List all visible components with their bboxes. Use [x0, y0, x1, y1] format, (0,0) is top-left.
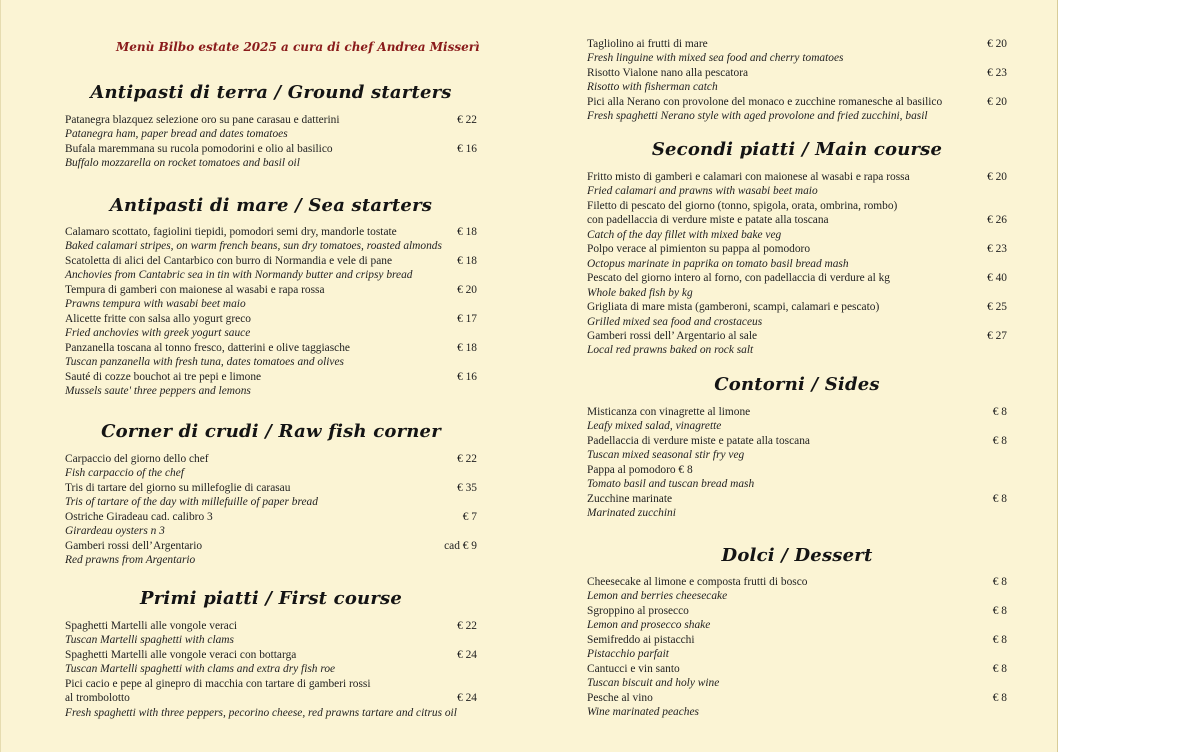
dish-translation-row — [65, 297, 477, 311]
dish-name: Cheesecake al limone e composta frutti di bosco — [587, 576, 808, 588]
dish-name: Bufala maremmana su rucola pomodorini e olio al basilico — [65, 142, 333, 155]
section-title-sides: Contorni / Sides — [714, 374, 880, 395]
dish-translation-row — [587, 618, 1007, 632]
dish-row — [65, 539, 477, 553]
dish-price: € 23 — [987, 66, 1007, 79]
dish-name: Pappa al pomodoro € 8 — [587, 463, 693, 476]
dish-translation-row — [587, 184, 1007, 198]
dish-name: Grigliata di mare mista (gamberoni, scampi, calamari e pescato) — [587, 301, 880, 314]
section-title-raw-fish-corner: Corner di crudi / Raw fish corner — [101, 421, 441, 442]
dish-name: Panzanella toscana al tonno fresco, datterini e olive taggiasche — [65, 341, 350, 354]
dish-english-description: Prawns tempura with wasabi beet maio — [65, 298, 246, 311]
dish-english-description: Tomato basil and tuscan bread mash — [587, 478, 755, 491]
dish-name: Filetto di pescato del giorno (tonno, spigola, orata, ombrina, rombo) — [587, 199, 898, 212]
dish-price: € 24 — [457, 692, 477, 705]
menu-header-title: Menù Bilbo estate 2025 a cura di chef Andrea Misserì — [116, 40, 480, 54]
dish-price: € 18 — [457, 226, 477, 238]
dish-row — [587, 691, 1007, 705]
dish-row — [587, 492, 1007, 506]
dish-row — [65, 254, 477, 268]
dish-price: € 35 — [457, 481, 477, 494]
dish-price: € 40 — [987, 272, 1007, 285]
dish-name: Patanegra blazquez selezione oro su pane carasau e datterini — [65, 114, 340, 126]
dish-row — [587, 300, 1007, 314]
dish-translation-row — [65, 355, 477, 369]
dish-name: Zucchine marinate — [587, 492, 673, 505]
dish-translation-row — [587, 477, 1007, 491]
dish-row — [65, 142, 477, 156]
section-title-ground-starters: Antipasti di terra / Ground starters — [90, 82, 452, 103]
dish-translation-row — [587, 109, 1007, 123]
dish-english-description: Catch of the day fillet with mixed bake veg — [587, 228, 782, 241]
dish-row — [587, 271, 1007, 285]
dish-price: € 18 — [457, 254, 477, 267]
dish-row — [587, 213, 1007, 227]
dish-english-description: Fried anchovies with greek yogurt sauce — [65, 327, 251, 340]
dish-price: cad € 9 — [444, 539, 477, 552]
dish-translation-row — [65, 156, 477, 170]
dish-row — [587, 604, 1007, 618]
dish-english-description: Lemon and berries cheesecake — [587, 590, 728, 603]
dish-name: al trombolotto — [65, 692, 130, 705]
dish-name: Tagliolino ai frutti di mare — [587, 38, 708, 50]
dish-english-description: Fried calamari and prawns with wasabi beet maio — [587, 185, 818, 198]
dish-english-description: Tuscan panzanella with fresh tuna, dates tomatoes and olives — [65, 356, 344, 369]
dish-translation-row — [587, 51, 1007, 65]
dish-price: € 8 — [992, 604, 1007, 617]
dish-row — [587, 95, 1007, 109]
dish-name: Carpaccio del giorno dello chef — [65, 453, 209, 465]
dish-name: Misticanza con vinagrette al limone — [587, 406, 751, 418]
dish-row — [587, 170, 1007, 184]
dish-translation-row — [65, 268, 477, 282]
dish-price: € 18 — [457, 341, 477, 354]
dish-price: € 20 — [987, 38, 1007, 50]
dish-translation-row — [587, 286, 1007, 300]
dish-english-description: Local red prawns baked on rock salt — [587, 344, 754, 357]
dish-row — [65, 312, 477, 326]
dish-translation-row — [587, 506, 1007, 520]
dish-name: Polpo verace al pimienton su pappa al pomodoro — [587, 243, 811, 256]
dish-name: Tris di tartare del giorno su millefoglie di carasau — [65, 481, 291, 494]
dish-name: Cantucci e vin santo — [587, 662, 680, 675]
dish-name: Tempura di gamberi con maionese al wasabi e rapa rossa — [65, 283, 325, 296]
dish-english-description: Lemon and prosecco shake — [587, 619, 711, 632]
dish-name: Semifreddo ai pistacchi — [587, 633, 695, 646]
dish-translation-row — [65, 127, 477, 141]
dish-row — [65, 113, 477, 127]
dish-translation-row — [587, 80, 1007, 94]
dish-english-description: Fish carpaccio of the chef — [65, 467, 184, 480]
dish-name: Gamberi rossi dell’ Argentario al sale — [587, 329, 758, 342]
section-title-main-course: Secondi piatti / Main course — [651, 139, 943, 160]
dish-translation-row — [65, 239, 477, 253]
dish-translation-row — [587, 448, 1007, 462]
dish-english-description: Baked calamari stripes, on warm french beans, sun dry tomatoes, roasted almonds — [65, 240, 442, 253]
dish-row — [65, 510, 477, 524]
dish-price: € 7 — [462, 510, 477, 523]
dish-price: € 20 — [987, 95, 1007, 108]
dish-translation-row — [587, 705, 1007, 719]
dish-english-description: Patanegra ham, paper bread and dates tomatoes — [65, 128, 288, 141]
dish-translation-row — [65, 662, 477, 676]
dish-name: Pesche al vino — [587, 691, 653, 704]
dish-name: Risotto Vialone nano alla pescatora — [587, 66, 749, 79]
dish-price: € 20 — [457, 283, 477, 296]
dish-row — [587, 329, 1007, 343]
dish-price: € 8 — [992, 662, 1007, 675]
dish-translation-row — [65, 553, 477, 567]
dish-english-description: Marinated zucchini — [587, 507, 676, 520]
dish-name: Alicette fritte con salsa allo yogurt greco — [65, 312, 251, 325]
dish-name: Sgroppino al prosecco — [587, 604, 689, 617]
dish-row — [587, 37, 1007, 51]
dish-english-description: Wine marinated peaches — [587, 706, 699, 719]
dish-translation-row — [587, 228, 1007, 242]
dish-price: € 27 — [987, 329, 1007, 342]
dish-row — [65, 283, 477, 297]
dish-english-description: Fresh linguine with mixed sea food and cherry tomatoes — [587, 52, 844, 65]
dish-english-description: Tuscan biscuit and holy wine — [587, 677, 720, 690]
dish-english-description: Fresh spaghetti with three peppers, pecorino cheese, red prawns tartare and citrus oil — [65, 706, 457, 719]
dish-row — [587, 66, 1007, 80]
dish-translation-row — [65, 706, 477, 720]
dish-english-description: Tuscan mixed seasonal stir fry veg — [587, 449, 745, 462]
dish-row — [65, 341, 477, 355]
dish-price: € 8 — [992, 492, 1007, 505]
dish-english-description: Tris of tartare of the day with millefuille of paper bread — [65, 496, 318, 509]
dish-name: Pescato del giorno intero al forno, con padellaccia di verdure al kg — [587, 272, 891, 285]
dish-translation-row — [65, 495, 477, 509]
dish-english-description: Girardeau oysters n 3 — [65, 525, 165, 538]
dish-english-description: Mussels saute' three peppers and lemons — [65, 384, 251, 397]
section-title-dessert: Dolci / Dessert — [721, 545, 873, 566]
dish-english-description: Fresh spaghetti Nerano style with aged provolone and fried zucchini, basil — [587, 110, 928, 123]
dish-row — [587, 463, 1007, 477]
dish-row — [65, 677, 477, 691]
dish-english-description: Risotto with fisherman catch — [587, 81, 718, 94]
dish-translation-row — [587, 343, 1007, 357]
dish-english-description: Grilled mixed sea food and crostaceus — [587, 315, 763, 328]
dish-price: € 17 — [457, 312, 477, 325]
dish-english-description: Leafy mixed salad, vinagrette — [587, 420, 722, 433]
dish-row — [65, 452, 477, 466]
dish-price: € 8 — [992, 691, 1007, 704]
dish-row — [65, 370, 477, 384]
dish-english-description: Anchovies from Cantabric sea in tin with Normandy butter and cripsy bread — [65, 269, 413, 282]
dish-price: € 24 — [457, 648, 477, 661]
dish-translation-row — [587, 647, 1007, 661]
dish-translation-row — [587, 315, 1007, 329]
dish-english-description: Tuscan Martelli spaghetti with clams and extra dry fish roe — [65, 663, 336, 676]
dish-price: € 25 — [987, 301, 1007, 314]
dish-price: € 26 — [987, 214, 1007, 227]
dish-translation-row — [587, 676, 1007, 690]
dish-row — [65, 648, 477, 662]
dish-price: € 20 — [987, 171, 1007, 183]
dish-english-description: Buffalo mozzarella on rocket tomatoes and basil oil — [65, 157, 300, 170]
dish-translation-row — [587, 589, 1007, 603]
dish-price: € 22 — [457, 453, 477, 465]
dish-name: con padellaccia di verdure miste e patate alla toscana — [587, 214, 829, 227]
dish-name: Sauté di cozze bouchot ai tre pepi e limone — [65, 370, 262, 383]
dish-english-description: Red prawns from Argentario — [65, 554, 196, 567]
dish-price: € 16 — [457, 370, 477, 383]
dish-row — [587, 575, 1007, 589]
dish-price: € 8 — [992, 434, 1007, 447]
dish-english-description: Whole baked fish by kg — [587, 286, 693, 299]
dish-row — [587, 199, 1007, 213]
dish-name: Pici cacio e pepe al ginepro di macchia con tartare di gamberi rossi — [65, 677, 371, 690]
dish-row — [587, 242, 1007, 256]
dish-translation-row — [65, 384, 477, 398]
dish-name: Spaghetti Martelli alle vongole veraci con bottarga — [65, 648, 297, 661]
section-title-sea-starters: Antipasti di mare / Sea starters — [109, 195, 433, 216]
dish-translation-row — [587, 419, 1007, 433]
dish-name: Padellaccia di verdure miste e patate alla toscana — [587, 434, 810, 447]
dish-name: Pici alla Nerano con provolone del monaco e zucchine romanesche al basilico — [587, 95, 943, 108]
dish-english-description: Tuscan Martelli spaghetti with clams — [65, 634, 234, 647]
dish-price: € 8 — [992, 406, 1007, 418]
dish-price: € 22 — [457, 620, 477, 632]
dish-translation-row — [65, 466, 477, 480]
dish-name: Spaghetti Martelli alle vongole veraci — [65, 620, 238, 632]
dish-translation-row — [65, 633, 477, 647]
dish-price: € 8 — [992, 633, 1007, 646]
dish-row — [587, 434, 1007, 448]
dish-row — [587, 633, 1007, 647]
dish-english-description: Octopus marinate in paprika on tomato basil bread mash — [587, 257, 849, 270]
dish-price: € 23 — [987, 243, 1007, 256]
dish-row — [65, 481, 477, 495]
section-title-first-course: Primi piatti / First course — [139, 588, 402, 609]
dish-name: Ostriche Giradeau cad. calibro 3 — [65, 510, 213, 523]
dish-name: Calamaro scottato, fagiolini tiepidi, pomodori semi dry, mandorle tostate — [65, 226, 397, 238]
dish-translation-row — [587, 257, 1007, 271]
dish-row — [65, 619, 477, 633]
dish-translation-row — [65, 524, 477, 538]
dish-english-description: Pistacchio parfait — [587, 648, 669, 661]
dish-row — [587, 405, 1007, 419]
dish-row — [65, 691, 477, 705]
dish-name: Scatoletta di alici del Cantarbico con burro di Normandia e vele di pane — [65, 254, 393, 267]
dish-price: € 22 — [457, 114, 477, 126]
dish-row — [65, 225, 477, 239]
dish-translation-row — [65, 326, 477, 340]
dish-name: Fritto misto di gamberi e calamari con maionese al wasabi e rapa rossa — [587, 171, 910, 183]
dish-row — [587, 662, 1007, 676]
dish-price: € 16 — [457, 142, 477, 155]
dish-name: Gamberi rossi dell’Argentario — [65, 539, 203, 552]
dish-price: € 8 — [992, 576, 1007, 588]
